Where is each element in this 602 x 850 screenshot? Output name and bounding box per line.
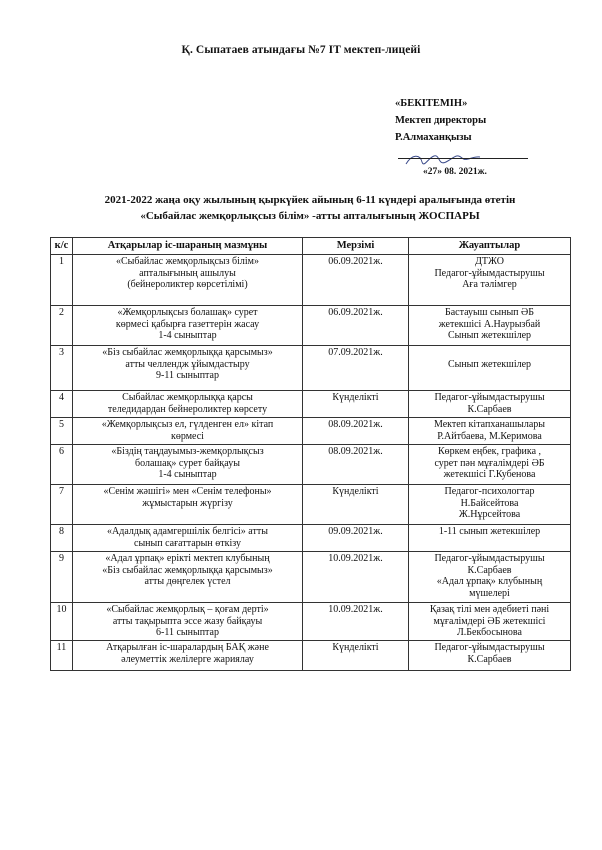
- table-row: [51, 525, 571, 552]
- content-line: 1-4 сыныптар: [158, 330, 217, 341]
- row-date: Күнделікті: [303, 641, 409, 671]
- row-responsible: [409, 552, 571, 603]
- row-number: 10: [51, 603, 73, 641]
- header-number: к/с: [51, 238, 73, 255]
- responsible-line: жетекшісі Г.Кубенова: [443, 469, 536, 480]
- responsible-line: Р.Айтбаева, М.Керимова: [437, 430, 542, 442]
- row-responsible: [409, 603, 571, 641]
- approval-block: [395, 95, 575, 146]
- responsible-line: К.Сарбаев: [467, 653, 512, 665]
- responsible-line: Педагог-психологтар: [444, 486, 535, 497]
- row-content: [73, 552, 303, 603]
- row-number: 6: [51, 445, 73, 485]
- table-row: [51, 391, 571, 418]
- row-responsible: [409, 306, 571, 346]
- row-content: [73, 418, 303, 445]
- responsible-line: «Адал ұрпақ» клубының: [436, 576, 543, 587]
- row-number: 8: [51, 525, 73, 552]
- content-line: атты дөңгелек үстел: [144, 576, 231, 587]
- responsible-line: Қазақ тілі мен әдебиеті пәні: [429, 604, 550, 615]
- row-number: 1: [51, 255, 73, 306]
- responsible-line: Ж.Нұрсейтова: [458, 509, 521, 520]
- responsible-line: Л.Бекбосынова: [457, 627, 522, 638]
- responsible-line: жетекшісі А.Наурызбай: [438, 318, 541, 330]
- table-row: [51, 418, 571, 445]
- row-content: [73, 603, 303, 641]
- responsible-line: Мектеп кітапханашылары: [433, 419, 546, 430]
- row-date: 08.09.2021ж.: [303, 418, 409, 445]
- responsible-line: Педагог-ұйымдастырушы: [434, 267, 545, 279]
- content-line: «Адалдық адамгершілік белгісі» атты: [107, 526, 268, 537]
- responsible-line: Сынып жетекшілер: [447, 358, 532, 370]
- responsible-line: Көркем еңбек, графика ,: [437, 446, 542, 457]
- row-content: [73, 525, 303, 552]
- responsible-line: Бастауыш сынып ӘБ: [444, 307, 534, 318]
- content-line: Атқарылған іс-шаралардың БАҚ және: [106, 642, 269, 653]
- row-date: Күнделікті: [303, 485, 409, 525]
- row-date: 08.09.2021ж.: [303, 445, 409, 485]
- row-content: [73, 641, 303, 671]
- table-row: [51, 445, 571, 485]
- content-line: «Біздің таңдауымыз-жемқорлықсыз: [111, 446, 264, 457]
- content-line: «Біз сыбайлас жемқорлыққа қарсымыз»: [102, 347, 273, 358]
- row-responsible: [409, 346, 571, 391]
- row-responsible: [409, 525, 571, 552]
- content-line: (бейнероликтер көрсетілімі): [127, 279, 248, 290]
- row-number: 5: [51, 418, 73, 445]
- row-content: [73, 306, 303, 346]
- responsible-line: 1-11 сынып жетекшілер: [438, 526, 541, 537]
- content-line: «Біз сыбайлас жемқорлыққа қарсымыз»: [102, 564, 273, 576]
- content-line: жұмыстарын жүргізу: [142, 497, 233, 509]
- header-date: Мерзімі: [303, 238, 409, 255]
- table-row: [51, 346, 571, 391]
- responsible-line: Педагог-ұйымдастырушы: [434, 392, 545, 403]
- content-line: Сыбайлас жемқорлыққа қарсы: [122, 392, 253, 403]
- content-line: болашақ» сурет байқауы: [135, 457, 240, 469]
- approval-position: Мектеп директоры: [395, 115, 487, 126]
- content-line: «Сыбайлас жемқорлық – қоғам дерті»: [106, 604, 269, 615]
- content-line: «Сыбайлас жемқорлықсыз білім»: [115, 256, 260, 267]
- row-date: Күнделікті: [303, 391, 409, 418]
- row-responsible: [409, 485, 571, 525]
- content-line: сынып сағаттарын өткізу: [134, 537, 241, 549]
- row-number: 9: [51, 552, 73, 603]
- row-content: [73, 391, 303, 418]
- table-row: [51, 603, 571, 641]
- row-date: 09.09.2021ж.: [303, 525, 409, 552]
- content-line: атты челлендж ұйымдастыру: [125, 358, 250, 370]
- responsible-line: Аға тәлімгер: [462, 279, 517, 290]
- row-number: 3: [51, 346, 73, 391]
- content-line: «Адал ұрпақ» ерікті мектеп клубының: [105, 553, 270, 564]
- content-line: апталығының ашылуы: [139, 267, 236, 279]
- row-number: 4: [51, 391, 73, 418]
- table-row: [51, 552, 571, 603]
- row-date: 06.09.2021ж.: [303, 255, 409, 306]
- row-responsible: [409, 255, 571, 306]
- content-line: әлеуметтік желілерге жариялау: [121, 653, 254, 665]
- responsible-line: ДТЖО: [475, 256, 504, 267]
- approval-heading: «БЕКІТЕМІН»: [395, 98, 468, 109]
- row-responsible: [409, 445, 571, 485]
- table-row: [51, 641, 571, 671]
- row-content: [73, 346, 303, 391]
- signature-line: [398, 158, 528, 159]
- responsible-line: Сынып жетекшілер: [447, 330, 532, 341]
- approval-name: Р.Алмаханқызы: [395, 132, 472, 143]
- row-responsible: [409, 418, 571, 445]
- content-line: «Жемқорлықсыз ел, гүлденген ел» кітап: [101, 419, 274, 430]
- row-content: [73, 445, 303, 485]
- row-number: 11: [51, 641, 73, 671]
- row-responsible: [409, 391, 571, 418]
- school-name: Қ. Сыпатаев атындағы №7 IT мектеп-лицейі: [181, 44, 421, 56]
- responsible-line: мұғалімдері ӘБ жетекшісі: [433, 615, 546, 627]
- document-title: [40, 192, 580, 224]
- plan-table-body: [51, 255, 571, 671]
- content-line: «Сенім жәшігі» мен «Сенім телефоны»: [103, 486, 272, 497]
- approval-date: «27» 08. 2021ж.: [423, 167, 487, 177]
- responsible-line: мүшелері: [469, 587, 510, 599]
- content-line: 9-11 сыныптар: [156, 370, 219, 381]
- content-line: атты тақырыпта эссе жазу байқауы: [112, 615, 263, 627]
- responsible-line: К.Сарбаев: [467, 403, 512, 415]
- table-row: [51, 306, 571, 346]
- content-line: көрмесі қабырға газеттерін жасау: [115, 318, 260, 330]
- row-content: [73, 255, 303, 306]
- table-row: [51, 255, 571, 306]
- row-date: 07.09.2021ж.: [303, 346, 409, 391]
- table-row: [51, 485, 571, 525]
- table-header-row: [51, 238, 571, 255]
- row-date: 06.09.2021ж.: [303, 306, 409, 346]
- row-number: 2: [51, 306, 73, 346]
- row-content: [73, 485, 303, 525]
- content-line: 6-11 сыныптар: [156, 627, 219, 638]
- row-number: 7: [51, 485, 73, 525]
- header-responsible: Жауаптылар: [409, 238, 571, 255]
- row-responsible: [409, 641, 571, 671]
- content-line: 1-4 сыныптар: [158, 469, 217, 480]
- content-line: теледидардан бейнероликтер көрсету: [107, 403, 268, 415]
- title-line-2: «Сыбайлас жемқорлықсыз білім» -атты апталығының ЖОСПАРЫ: [140, 210, 480, 222]
- content-line: «Жемқорлықсыз болашақ» сурет: [117, 307, 258, 318]
- responsible-line: сурет пән мұғалімдері ӘБ: [434, 457, 545, 469]
- title-line-1: 2021-2022 жаңа оқу жылының қыркүйек айының 6-11 күндері аралығында өтетін: [104, 194, 516, 206]
- plan-table: [50, 237, 571, 671]
- responsible-line: [411, 347, 568, 359]
- responsible-line: К.Сарбаев: [467, 564, 512, 576]
- content-line: көрмесі: [171, 430, 204, 442]
- row-date: 10.09.2021ж.: [303, 552, 409, 603]
- header-content: Атқарылар іс-шараның мазмұны: [73, 238, 303, 255]
- responsible-line: Педагог-ұйымдастырушы: [434, 642, 545, 653]
- responsible-line: Педагог-ұйымдастырушы: [434, 553, 545, 564]
- responsible-line: Н.Байсейтова: [460, 497, 519, 509]
- row-date: 10.09.2021ж.: [303, 603, 409, 641]
